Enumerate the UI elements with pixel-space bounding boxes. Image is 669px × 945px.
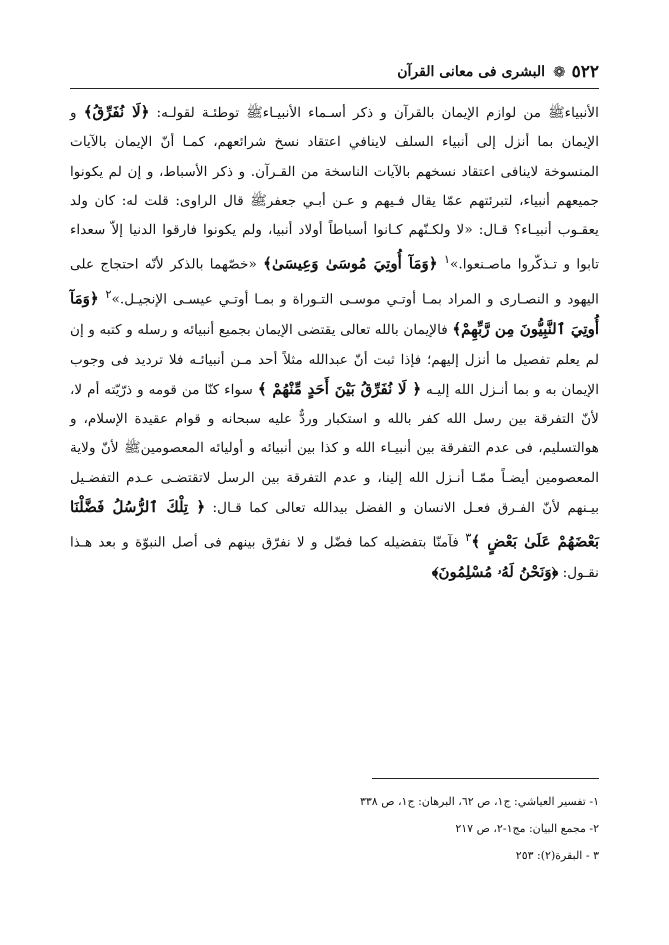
footnote: ٢- مجمع البيان: مج١-٢، ص ٢١٧ (455, 822, 599, 835)
footnote-ref: ٣ (465, 530, 472, 545)
paragraph (70, 98, 599, 588)
book-title: البشرى فی معانی القرآن (397, 64, 546, 80)
flower-ornament-icon: ❁ (553, 63, 566, 81)
footnote: ١- تفسير العياشي: ج١، ص ٦٢، البرهان: ج١، ص ٣٣٨ (359, 795, 599, 808)
text-run: فآمنّا بتفضيله كما فضّل و لا نفرّق بينهم فى أصل النبوّة و بعد هـذا نقـول: (70, 534, 599, 582)
text-run: و الإیمان بما أنزل إلى أنبياء السلف لاينافي اعتقاد نسخ شرائعهم، كمـا أنّ الإیمان بالآيات المنسوخة لاينافى اعتقاد نسخهم بالآيات الناسخة من القـرآن. و ذكر الأسباط، و إن لم يكونوا جميعهم أنبياء، لتبرئتهم عمّا يقال فـيهم و عـن أبـي جعفرﷺ قال الراوى: قلت له: كان ولد يعقـوب أنبيـاء؟ قـال: «لا ولكـنّهم كـانوا أسباطاً أولاد أنبيا، ولم يكونوا فارقوا الدنيا إلاّ سعداء تابوا و تـذكّروا ماصـنعوا.» (70, 105, 600, 274)
text-run: سواء كنّا من قومه و ذرّيّته أم لا، لأنّ التفرقة بين رسل الله كفر بالله و استكبار وردٌّ عليه سبحانه و قوام عقيدة الإسلام، و هوالتسليم، فی عدم التفرقة بین أنبیـاء الله و كذا بين أنبيائه و أوليائه المعصومينﷺ لأنّ ولاية المعصومين أيضـاً ممّـا أنـزل الله إلينا، و عدم التفرقة بين الرسل لاتقتضـى عـدم التفضـيل بيـنهم لأنّ الفـرق فعـل الانسان و الفضل بيدالله تعالى كما قـال: (70, 381, 600, 516)
text-run: «خصّهما بالذكر لأنّه احتجاج على اليهود و النصـارى و المراد بمـا أوتـي موسـى التـوراة و بمـا أوتـي عيسـى الإنجيـل.» (70, 257, 599, 308)
footnote: ٣ - البقرة(٢): ٢٥٣ (515, 849, 599, 862)
quran-verse: ﴿وَنَحْنُ لَهُۥ مُسْلِمُونَ﴾ (431, 563, 559, 582)
footnotes (250, 788, 599, 869)
quran-verse: ﴿ تِلْكَ ٱلرُّسُلُ فَضَّلْنَا بَعْضَهُمْ عَلَىٰ بَعْضٍ ﴾ (70, 497, 599, 551)
header-rule (70, 88, 599, 89)
body-text (70, 98, 599, 588)
quran-verse: ﴿ لَا نُفَرِّقُ بَيْنَ أَحَدٍ مِّنْهُمْ ﴾ (257, 379, 422, 398)
quran-verse: ﴿وَمَآ أُوتِيَ ٱلنَّبِيُّونَ مِن رَّبِّهِمْ﴾ (70, 289, 599, 339)
text-run: فالإیمان بالله تعالى يقتضى الإيمان بجميع أنبيائه و رسله و كتبه و إن لم يعلم تفصيل ما أنزل إليهم؛ فإذا ثبت أنّ عبدالله مثلاً أحد مـن أنبيائـه فلا ترديد فى وجوب الإيمان به و بما أنـزل الله إليـه (70, 322, 599, 398)
page-number: ٥٢٢ (571, 62, 599, 82)
quran-verse: ﴿وَمَآ أُوتِيَ مُوسَىٰ وَعِيسَىٰ﴾ (263, 255, 438, 274)
quran-verse: ﴿لَا نُفَرِّقُ﴾ (83, 103, 150, 121)
running-header (70, 58, 599, 86)
footnote-rule (372, 778, 599, 779)
footnote-ref: ١ (443, 252, 450, 267)
text-run: الأنبياءﷺ من لوازم الإیمان بالقرآن و ذکر أسـماء الأنبیـاءﷺ توطئـة لقولـه: (149, 105, 599, 121)
footnote-ref: ٢ (105, 287, 112, 302)
